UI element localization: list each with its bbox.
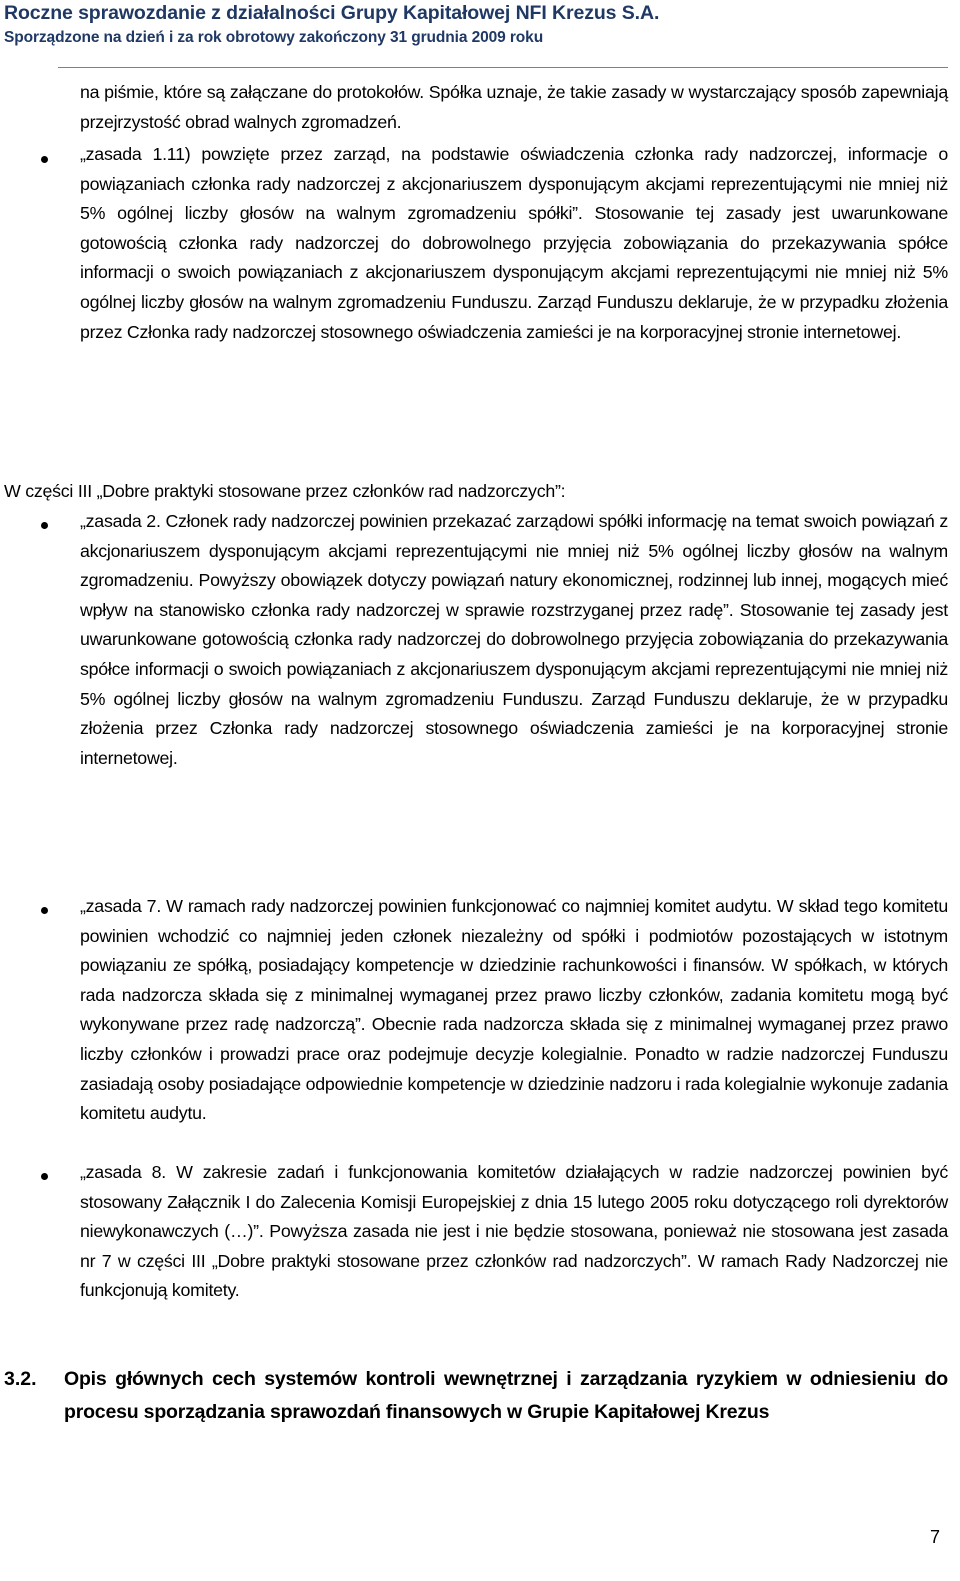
rule-2-paragraph: „zasada 2. Członek rady nadzorczej powinien przekazać zarządowi spółki informację na temat swoich powiązań z akcjonariuszem dysponującym akcjami reprezentującymi nie mniej niż 5% ogólnej liczby głosów na walnym zgromadzeniu. Powyższy obowiązek dotyczy powiązań natury ekonomicznej, rodzinnej lub innej, mogących mieć wpływ na stanowisko członka rady nadzorczej w sprawie rozstrzyganej przez radę”. Stosowanie tej zasady jest uwarunkowane gotowością członka rady nadzorczej do dobrowolnego przyjęcia zobowiązania do przekazywania spółce informacji o swoich powiązaniach z akcjonariuszem dysponującym akcjami reprezentującymi nie mniej niż 5% ogólnej liczby głosów na walnym zgromadzeniu Funduszu. Zarząd Funduszu deklaruje, że w przypadku złożenia przez Członka rady nadzorczej stosownego oświadczenia zamieści je na korporacyjnej stronie internetowej. [80, 511, 948, 768]
header-divider [58, 67, 948, 68]
rule-1-11-paragraph: „zasada 1.11) powzięte przez zarząd, na podstawie oświadczenia członka rady nadzorczej, informacje o powiązaniach członka rady nadzorczej z akcjonariuszem dysponującym akcjami reprezentującymi nie mniej niż 5% ogólnej liczby głosów na walnym zgromadzeniu spółki”. Stosowanie tej zasady jest uwarunkowane gotowością członka rady nadzorczej do dobrowolnego przyjęcia zobowiązania do przekazywania spółce informacji o swoich powiązaniach z akcjonariuszem dysponującym akcjami reprezentującymi nie mniej niż 5% ogólnej liczby głosów na walnym zgromadzeniu Funduszu. Zarząd Funduszu deklaruje, że w przypadku złożenia przez Członka rady nadzorczej stosownego oświadczenia zamieści je na korporacyjnej stronie internetowej. [80, 144, 948, 342]
section-heading: Opis głównych cech systemów kontroli wewnętrznej i zarządzania ryzykiem w odniesieniu do procesu sporządzania sprawozdań finansowych w Grupie Kapitałowej Krezus [64, 1368, 948, 1423]
page-number: 7 [930, 1527, 941, 1547]
bullet-icon [41, 907, 48, 914]
section-number: 3.2. [4, 1368, 37, 1390]
part-iii-intro: W części III „Dobre praktyki stosowane przez członków rad nadzorczych”: [4, 481, 566, 501]
rule-8-paragraph: „zasada 8. W zakresie zadań i funkcjonowania komitetów działających w radzie nadzorczej powinien być stosowany Załącznik I do Zalecenia Komisji Europejskiej z dnia 15 lutego 2005 roku dotyczącego roli dyrektorów niewykonawczych (…)”. Powyższa zasada nie jest i nie będzie stosowana, ponieważ nie stosowana jest zasada nr 7 w części III „Dobre praktyki stosowane przez członków rad nadzorczych”. W ramach Rady Nadzorczej nie funkcjonują komitety. [80, 1162, 948, 1301]
rule-7-paragraph: „zasada 7. W ramach rady nadzorczej powinien funkcjonować co najmniej komitet audytu. W skład tego komitetu powinien wchodzić co najmniej jeden członek niezależny od spółki i podmiotów pozostających w istotnym powiązaniu ze spółką, posiadający kompetencje w dziedzinie rachunkowości i finansów. W spółkach, w których rada nadzorcza składa się z minimalnej wymaganej przez prawo liczby członków, zadania komitetu mogą być wykonywane przez radę nadzorczą”. Obecnie rada nadzorcza składa się z minimalnej wymaganej przez prawo liczby członków i prowadzi prace oraz podejmuje decyzje kolegialnie. Ponadto w radzie nadzorczej Funduszu zasiadają osoby posiadające odpowiednie kompetencje w dziedzinie nadzoru i rada kolegialnie wykonuje zadania komitetu audytu. [80, 896, 948, 1124]
header-title: Roczne sprawozdanie z działalności Grupy Kapitałowej NFI Krezus S.A. [4, 2, 660, 24]
continuation-paragraph: na piśmie, które są załączane do protokołów. Spółka uznaje, że takie zasady w wystarczający sposób zapewniają przejrzystość obrad walnych zgromadzeń. [80, 82, 948, 132]
bullet-icon [41, 1173, 48, 1180]
bullet-icon [41, 156, 48, 163]
bullet-icon [41, 522, 48, 529]
header-subtitle: Sporządzone na dzień i za rok obrotowy zakończony 31 grudnia 2009 roku [4, 29, 544, 46]
